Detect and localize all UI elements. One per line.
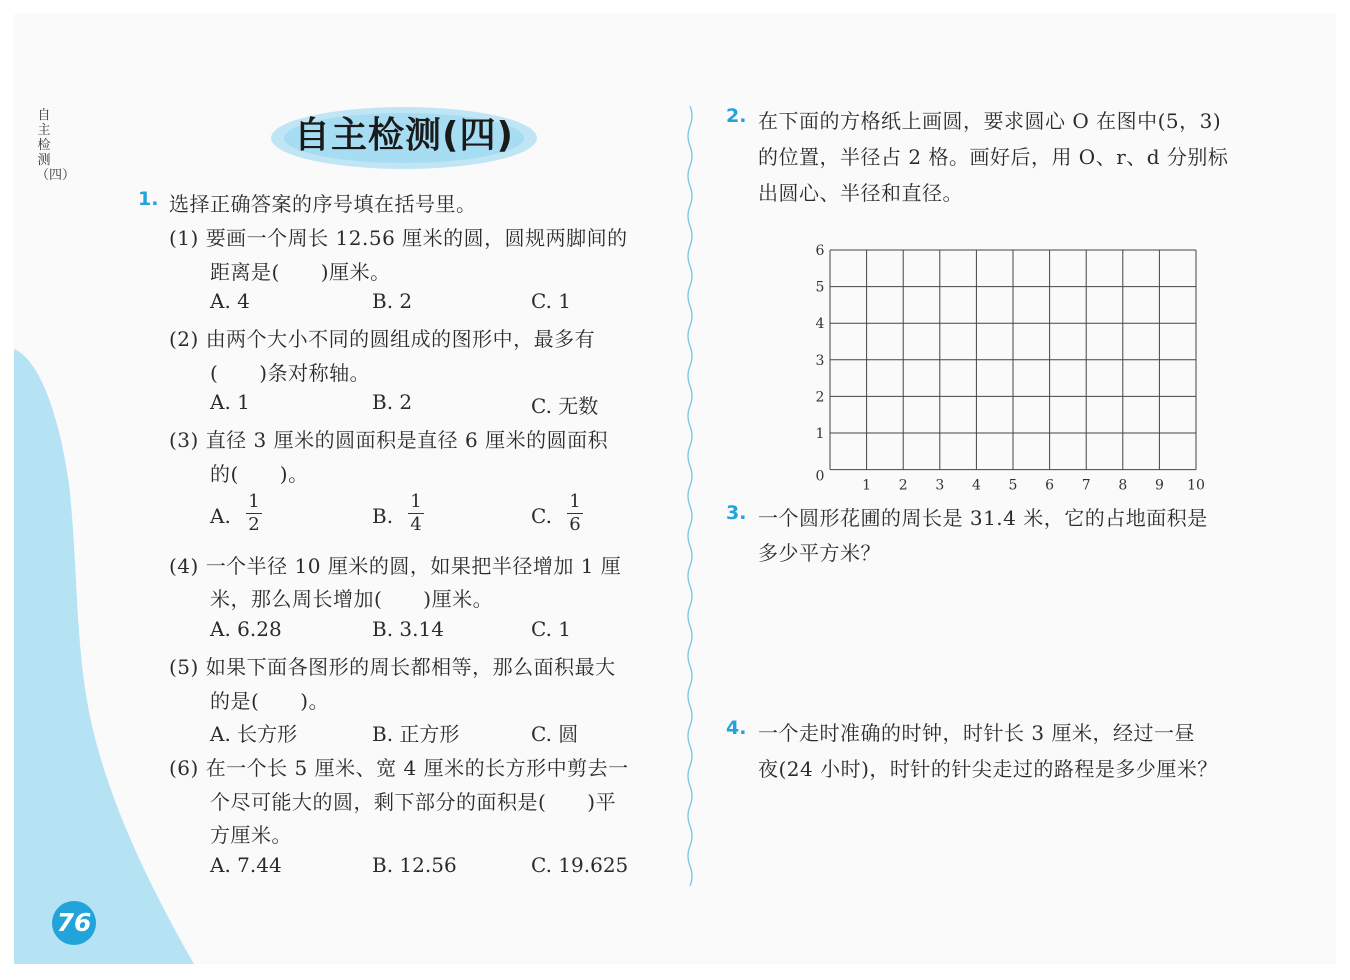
q1-2-option-c: C. 无数 [531, 394, 599, 418]
q1-6-option-c: C. 19.625 [531, 853, 629, 877]
q1-3-option-c-fraction [567, 492, 583, 535]
q1-5-line-1: (5) 如果下面各图形的周长都相等，那么面积最大 [169, 655, 616, 679]
column-divider [684, 106, 696, 886]
q1-1-option-b: B. 2 [372, 289, 413, 313]
q1-1-option-a: A. 4 [210, 289, 250, 313]
q1-3-line-1: (3) 直径 3 厘米的圆面积是直径 6 厘米的圆面积 [169, 428, 609, 452]
q1-4-line-2: 米，那么周长增加( )厘米。 [210, 587, 494, 611]
grid-x-tick-label: 9 [1154, 477, 1164, 494]
grid-x-tick-label: 2 [898, 477, 908, 494]
grid-x-tick-label: 7 [1081, 477, 1091, 494]
q1-6-line-3: 方厘米。 [210, 823, 292, 847]
q3-line-2: 多少平方米？ [758, 541, 881, 565]
grid-y-tick-label: 3 [815, 352, 825, 369]
grid-y-tick-label: 2 [815, 389, 825, 406]
q1-1-line-2: 距离是( )厘米。 [210, 260, 391, 284]
q2-line-1: 在下面的方格纸上画圆，要求圆心 O 在图中(5，3) [758, 109, 1222, 133]
grid-y-tick-label: 6 [815, 243, 825, 259]
q1-6-option-a: A. 7.44 [210, 853, 282, 877]
grid-paper [798, 234, 1218, 499]
grid-y-tick-label: 1 [815, 426, 825, 442]
grid-x-tick-label: 4 [971, 477, 981, 494]
grid-x-tick-label: 1 [862, 477, 872, 494]
q1-3-option-b-fraction [408, 492, 424, 535]
q2-line-3: 出圆心、半径和直径。 [758, 181, 963, 205]
q1-1-option-c: C. 1 [531, 289, 572, 313]
workbook-page [14, 14, 1336, 964]
fraction-denominator: 6 [569, 514, 581, 535]
q1-1-line-1: (1) 要画一个周长 12.56 厘米的圆，圆规两脚间的 [169, 226, 628, 250]
q1-2-line-2: ( )条对称轴。 [210, 361, 371, 385]
q1-5-line-2: 的是( )。 [210, 689, 330, 713]
q1-2-option-b: B. 2 [372, 390, 413, 414]
grid-x-tick-label: 6 [1045, 477, 1055, 494]
grid-x-tick-label: 5 [1008, 477, 1018, 494]
page-number: 76 [52, 901, 96, 945]
fraction-denominator: 2 [248, 514, 260, 535]
q1-stem: 选择正确答案的序号填在括号里。 [169, 192, 477, 216]
side-title: 自主检测（四） [36, 108, 76, 183]
square-grid [798, 234, 1218, 499]
q1-6-option-b: B. 12.56 [372, 853, 457, 877]
q2-line-2: 的位置，半径占 2 格。画好后，用 O、r、d 分别标 [758, 145, 1229, 169]
q3-line-1: 一个圆形花圃的周长是 31.4 米，它的占地面积是 [758, 506, 1208, 530]
q2-number: 2. [726, 105, 747, 127]
q1-3-option-a-label: A. [210, 504, 231, 528]
page-title: 自主检测(四) [294, 115, 514, 156]
q1-2-line-1: (2) 由两个大小不同的圆组成的图形中，最多有 [169, 327, 596, 351]
q1-5-option-b: B. 正方形 [372, 722, 460, 746]
q1-4-option-b: B. 3.14 [372, 617, 444, 641]
grid-y-tick-label: 5 [815, 279, 825, 296]
q1-5-option-c: C. 圆 [531, 722, 579, 746]
fraction-numerator: 1 [569, 491, 581, 512]
fraction-denominator: 4 [410, 514, 422, 535]
q1-3-option-c-label: C. [531, 504, 552, 528]
fraction-numerator: 1 [410, 491, 422, 512]
grid-x-tick-label: 10 [1187, 477, 1205, 494]
q1-4-option-a: A. 6.28 [210, 617, 282, 641]
title-banner [269, 102, 539, 172]
grid-y-tick-label: 4 [815, 316, 825, 333]
grid-x-tick-label: 3 [935, 477, 945, 494]
fraction-numerator: 1 [248, 491, 260, 512]
q1-5-option-a: A. 长方形 [210, 722, 298, 746]
q1-6-line-2: 个尽可能大的圆，剩下部分的面积是( )平 [210, 790, 617, 814]
grid-y-tick-label: 0 [815, 468, 825, 485]
q1-6-line-1: (6) 在一个长 5 厘米、宽 4 厘米的长方形中剪去一 [169, 756, 629, 780]
q1-number: 1. [138, 188, 159, 210]
q1-3-option-b-label: B. [372, 504, 394, 528]
q1-3-line-2: 的( )。 [210, 462, 309, 486]
q4-number: 4. [726, 717, 747, 739]
grid-x-tick-label: 8 [1118, 477, 1128, 494]
q1-4-option-c: C. 1 [531, 617, 572, 641]
q4-line-2: 夜(24 小时)，时针的针尖走过的路程是多少厘米？ [758, 757, 1218, 781]
q1-4-line-1: (4) 一个半径 10 厘米的圆，如果把半径增加 1 厘 [169, 554, 622, 578]
q3-number: 3. [726, 502, 747, 524]
q1-2-option-a: A. 1 [210, 390, 250, 414]
q4-line-1: 一个走时准确的时钟，时针长 3 厘米，经过一昼 [758, 721, 1195, 745]
q1-3-option-a-fraction [246, 492, 262, 535]
